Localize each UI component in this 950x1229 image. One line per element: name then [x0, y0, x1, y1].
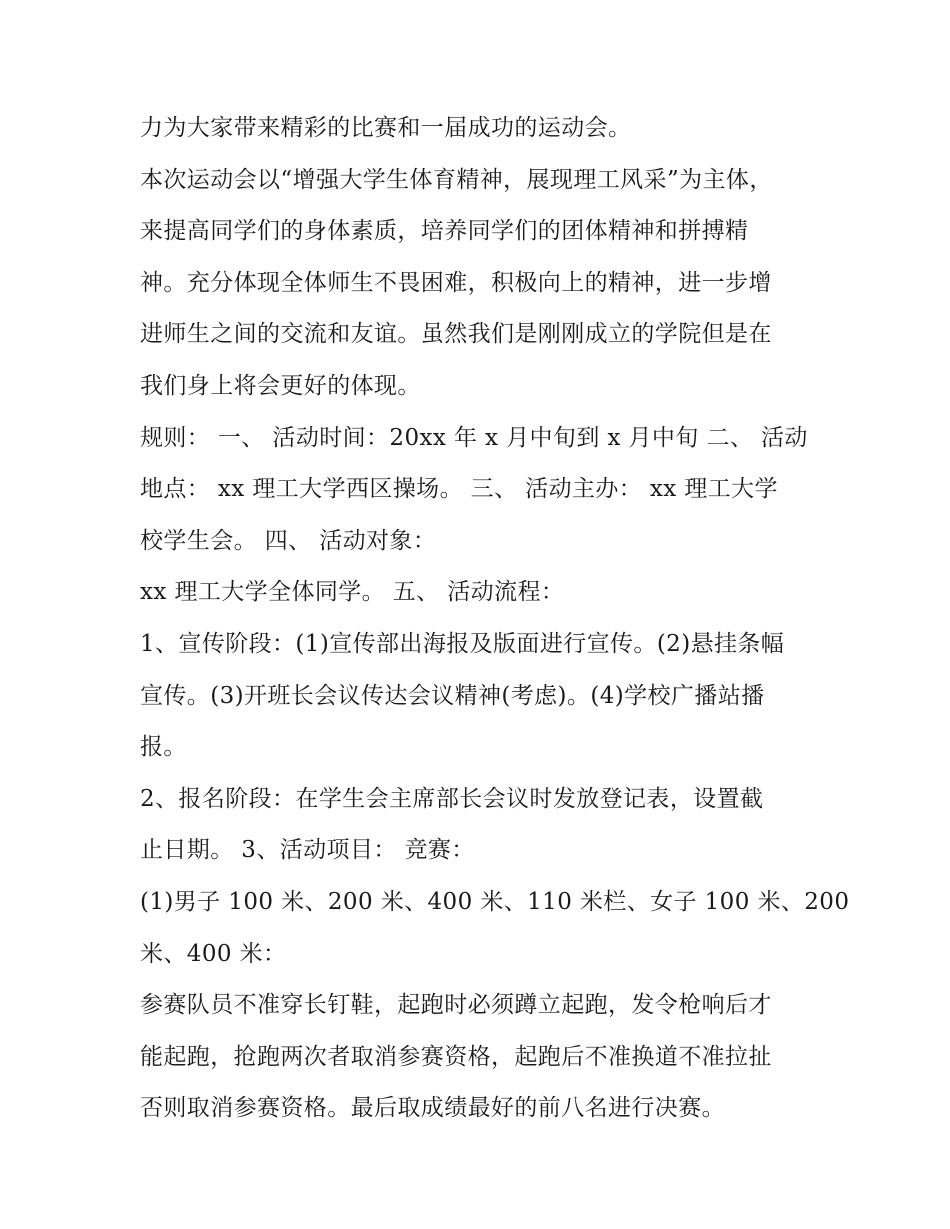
text-line: xx 理工大学全体同学。 五、 活动流程：	[140, 579, 565, 606]
text-line: 规则： 一、 活动时间：20xx 年 x 月中旬到 x 月中旬 二、 活动	[140, 424, 808, 451]
text-line: 神。充分体现全体师生不畏困难，积极向上的精神，进一步增	[140, 269, 772, 296]
text-line: 来提高同学们的身体素质，培养同学们的团体精神和拼搏精	[140, 218, 749, 245]
text-line: 否则取消参赛资格。最后取成绩最好的前八名进行决赛。	[140, 1095, 725, 1122]
document-body	[140, 103, 850, 1135]
text-line: 2、报名阶段：在学生会主席部长会议时发放登记表，设置截	[140, 785, 764, 812]
text-line: 进师生之间的交流和友谊。虽然我们是刚刚成立的学院但是在	[140, 321, 772, 348]
text-line: 宣传。(3)开班长会议传达会议精神(考虑)。(4)学校广播站播	[140, 682, 765, 709]
text-line: 我们身上将会更好的体现。	[140, 372, 421, 399]
text-line: 止日期。 3、活动项目： 竞赛：	[140, 837, 475, 864]
text-line: 本次运动会以“增强大学生体育精神，展现理工风采”为主体，	[140, 166, 773, 193]
text-line: (1)男子 100 米、200 米、400 米、110 米栏、女子 100 米、200	[140, 888, 850, 915]
text-line: 1、宣传阶段：(1)宣传部出海报及版面进行宣传。(2)悬挂条幅	[140, 630, 785, 657]
text-line: 力为大家带来精彩的比赛和一届成功的运动会。	[140, 115, 632, 141]
text-line: 米、400 米：	[140, 940, 287, 967]
text-line: 校学生会。 四、 活动对象：	[140, 527, 437, 554]
text-line: 参赛队员不准穿长钉鞋，起跑时必须蹲立起跑，发令枪响后才	[140, 992, 772, 1019]
text-line: 地点： xx 理工大学西区操场。 三、 活动主办： xx 理工大学	[140, 476, 778, 503]
text-line: 能起跑，抢跑两次者取消参赛资格，起跑后不准换道不准拉扯	[140, 1043, 772, 1070]
text-line: 报。	[140, 734, 187, 761]
